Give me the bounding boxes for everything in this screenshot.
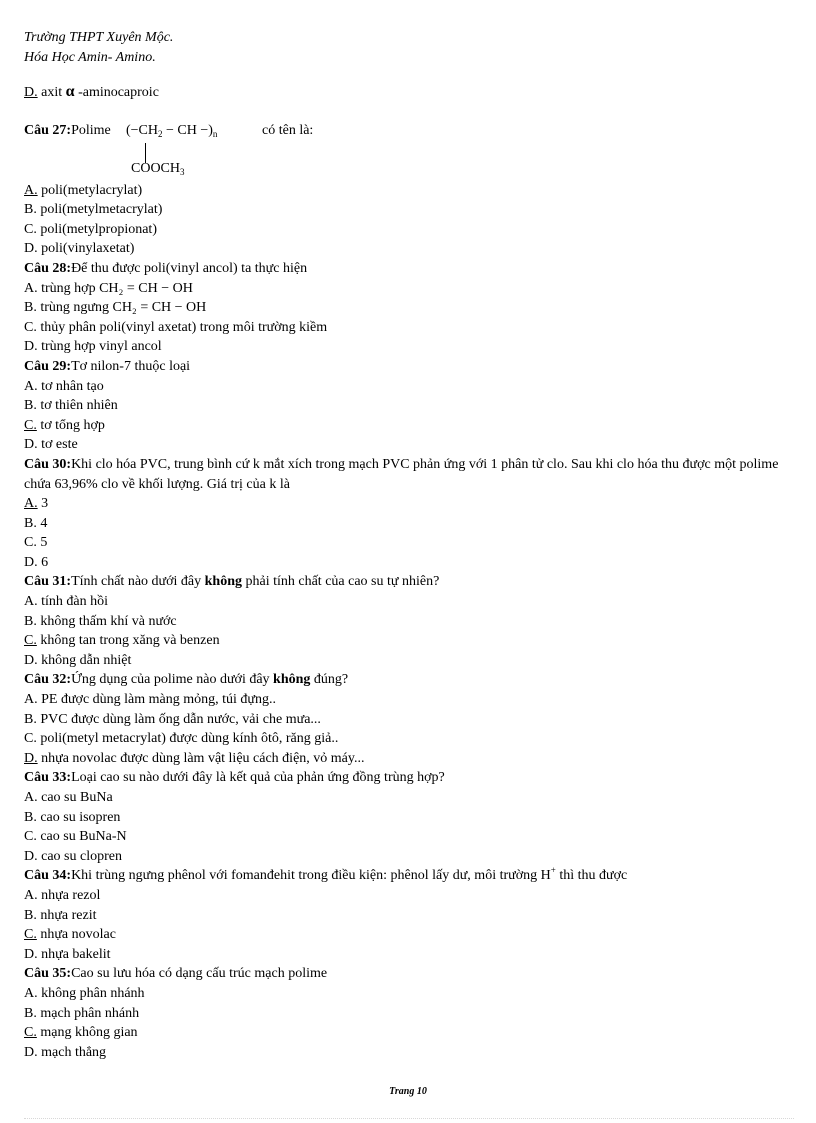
option-c xyxy=(24,318,794,338)
option-b xyxy=(24,808,794,828)
option-label: B. xyxy=(24,300,37,316)
option-b xyxy=(24,514,794,534)
alpha-symbol: α xyxy=(65,83,75,100)
option-text: không phân nhánh xyxy=(41,985,145,1001)
option-text: cao su BuNa-N xyxy=(40,829,127,845)
option-label: C. xyxy=(24,319,37,335)
bond-line xyxy=(145,143,146,163)
option-text: 6 xyxy=(41,554,49,570)
option-label: C. xyxy=(24,535,37,551)
option-label: D. xyxy=(24,339,38,355)
option-label: A. xyxy=(24,790,38,805)
option-label: B. xyxy=(24,398,37,414)
subject-title: Hóa Học Amin- Amino. xyxy=(24,50,156,65)
q30-options xyxy=(24,494,794,572)
option-text: mạng không gian xyxy=(40,1025,138,1041)
option-label: C. xyxy=(24,927,37,943)
option-d xyxy=(24,945,794,965)
option-label: A. xyxy=(24,692,38,708)
option-label: D. xyxy=(24,946,38,962)
option-c xyxy=(24,416,794,436)
option-text: poli(vinylaxetat) xyxy=(41,241,135,257)
option-b xyxy=(24,906,794,926)
option-text: poli(metyl metacrylat) được dùng kính ôtô, răng giả.. xyxy=(40,731,339,747)
option-text: mạch thẳng xyxy=(41,1044,107,1060)
option-c xyxy=(24,827,794,847)
option-text: cao su clopren xyxy=(41,848,122,864)
option-text: cao su BuNa xyxy=(41,790,113,805)
q32-options xyxy=(24,690,794,768)
option-text: tơ thiên nhiên xyxy=(40,398,118,414)
option-label: D. xyxy=(24,848,38,864)
option-text: không tan trong xăng và benzen xyxy=(40,633,220,649)
option-text-pre: axit xyxy=(41,85,63,100)
q34-options xyxy=(24,886,794,964)
option-text: poli(metylpropionat) xyxy=(40,221,157,237)
school-name: Trường THPT Xuyên Mộc. xyxy=(24,30,174,45)
q29-options xyxy=(24,377,794,455)
option-text: tơ nhân tạo xyxy=(41,378,104,394)
q26-option-d xyxy=(24,82,794,103)
q34-stem: Câu 34:Khi trùng ngưng phênol với fomanđehit trong điều kiện: phênol lấy dư, môi trường H+ thì thu được xyxy=(24,865,628,884)
q27-stem xyxy=(24,117,794,181)
option-b xyxy=(24,710,794,730)
option-text: trùng hợp vinyl ancol xyxy=(41,339,162,355)
option-b xyxy=(24,1004,794,1024)
option-text: 3 xyxy=(41,496,49,512)
option-text: poli(metylmetacrylat) xyxy=(40,202,163,218)
q28-options xyxy=(24,279,794,357)
option-label: B. xyxy=(24,515,37,531)
option-text: trùng hợp CH₂ = CH − OH xyxy=(41,280,193,296)
option-a xyxy=(24,377,794,397)
option-label: D. xyxy=(24,437,38,453)
option-c xyxy=(24,729,794,749)
option-text: nhựa rezit xyxy=(40,907,97,923)
option-text: không dẫn nhiệt xyxy=(41,652,132,668)
option-label: B. xyxy=(24,202,37,218)
option-text: tơ este xyxy=(41,437,78,453)
option-text: tính đàn hồi xyxy=(41,594,109,610)
option-a xyxy=(24,886,794,906)
option-text: 5 xyxy=(40,535,48,551)
option-label: A. xyxy=(24,594,38,610)
option-d xyxy=(24,337,794,357)
option-text: nhựa bakelit xyxy=(41,946,111,962)
option-label: A. xyxy=(24,378,38,394)
option-label: A. xyxy=(24,280,38,296)
q29-stem: Câu 29:Tơ nilon-7 thuộc loại xyxy=(24,358,191,374)
option-text: tơ tổng hợp xyxy=(40,417,105,433)
option-text: nhựa novolac được dùng làm vật liệu cách điện, vỏ máy... xyxy=(41,750,365,766)
option-text: poli(metylacrylat) xyxy=(41,182,143,198)
option-d xyxy=(24,553,794,573)
q31-stem: Câu 31:Tính chất nào dưới đây không phải tính chất của cao su tự nhiên? xyxy=(24,574,440,590)
option-a xyxy=(24,592,794,612)
option-text-post: -aminocaproic xyxy=(78,85,159,100)
option-label: A. xyxy=(24,496,38,512)
q33-stem: Câu 33:Loại cao su nào dưới đây là kết quả của phản ứng đồng trùng hợp? xyxy=(24,770,445,786)
q28-stem: Câu 28:Để thu được poli(vinyl ancol) ta thực hiện xyxy=(24,260,308,276)
q31-options xyxy=(24,592,794,670)
option-c xyxy=(24,533,794,553)
q32-stem: Câu 32:Ứng dụng của polime nào dưới đây không đúng? xyxy=(24,672,349,688)
option-text: nhựa novolac xyxy=(40,927,116,943)
option-label: B. xyxy=(24,809,37,825)
option-d xyxy=(24,749,794,769)
option-d xyxy=(24,435,794,455)
option-text: nhựa rezol xyxy=(41,887,101,903)
option-a xyxy=(24,181,794,201)
q33-options xyxy=(24,788,794,866)
option-label: C. xyxy=(24,633,37,649)
option-b xyxy=(24,200,794,220)
option-c xyxy=(24,1023,794,1043)
option-label: B. xyxy=(24,907,37,923)
option-label: C. xyxy=(24,731,37,747)
question-number: Câu 27: xyxy=(24,122,72,138)
option-c xyxy=(24,220,794,240)
option-text: PE được dùng làm màng mỏng, túi đựng.. xyxy=(41,692,277,708)
option-a xyxy=(24,984,794,1004)
option-c xyxy=(24,631,794,651)
option-d xyxy=(24,1043,794,1063)
option-b xyxy=(24,298,794,318)
option-text: không thấm khí và nước xyxy=(40,613,177,629)
option-c xyxy=(24,925,794,945)
q35-options xyxy=(24,984,794,1062)
footer-divider xyxy=(24,1118,794,1119)
option-a xyxy=(24,788,794,808)
q30-stem: Câu 30:Khi clo hóa PVC, trung bình cứ k mắt xích trong mạch PVC phản ứng với 1 phân tử clo. Sau khi clo hóa thu được một polime chứa 63,96% clo về khối lượng. Giá trị của k là xyxy=(24,456,779,492)
q35-stem: Câu 35:Cao su lưu hóa có dạng cấu trúc mạch polime xyxy=(24,966,328,982)
option-label: D. xyxy=(24,85,38,100)
option-text: 4 xyxy=(40,515,48,531)
option-d xyxy=(24,651,794,671)
option-label: A. xyxy=(24,887,38,903)
option-text: PVC được dùng làm ống dẫn nước, vải che mưa... xyxy=(40,711,321,727)
option-text: thủy phân poli(vinyl axetat) trong môi trường kiềm xyxy=(40,319,328,335)
option-d xyxy=(24,239,794,259)
question-text-post: có tên là: xyxy=(262,122,314,138)
document-page xyxy=(24,28,794,1062)
option-label: A. xyxy=(24,985,38,1001)
option-label: D. xyxy=(24,554,38,570)
option-label: D. xyxy=(24,652,38,668)
option-a xyxy=(24,494,794,514)
question-text-pre: Polime xyxy=(71,122,111,138)
option-label: C. xyxy=(24,417,37,433)
option-label: A. xyxy=(24,182,38,198)
option-label: B. xyxy=(24,711,37,727)
option-label: C. xyxy=(24,221,37,237)
option-a xyxy=(24,279,794,299)
option-b xyxy=(24,396,794,416)
option-text: mạch phân nhánh xyxy=(40,1005,140,1021)
page-number: Trang 10 xyxy=(389,1086,427,1097)
option-d xyxy=(24,847,794,867)
option-text: trùng ngưng CH₂ = CH − OH xyxy=(40,300,207,316)
option-label: D. xyxy=(24,750,38,766)
option-label: B. xyxy=(24,1005,37,1021)
option-a xyxy=(24,690,794,710)
substituent: $COOCH_3$ xyxy=(131,160,185,177)
option-b xyxy=(24,612,794,632)
option-label: D. xyxy=(24,241,38,257)
option-text: cao su isopren xyxy=(40,809,121,825)
option-label: C. xyxy=(24,829,37,845)
q27-options xyxy=(24,181,794,259)
polymer-chain: ($-CH_2$ − CH $-)_n$ xyxy=(126,122,218,139)
option-label: B. xyxy=(24,613,37,629)
option-label: D. xyxy=(24,1044,38,1060)
option-label: C. xyxy=(24,1025,37,1041)
